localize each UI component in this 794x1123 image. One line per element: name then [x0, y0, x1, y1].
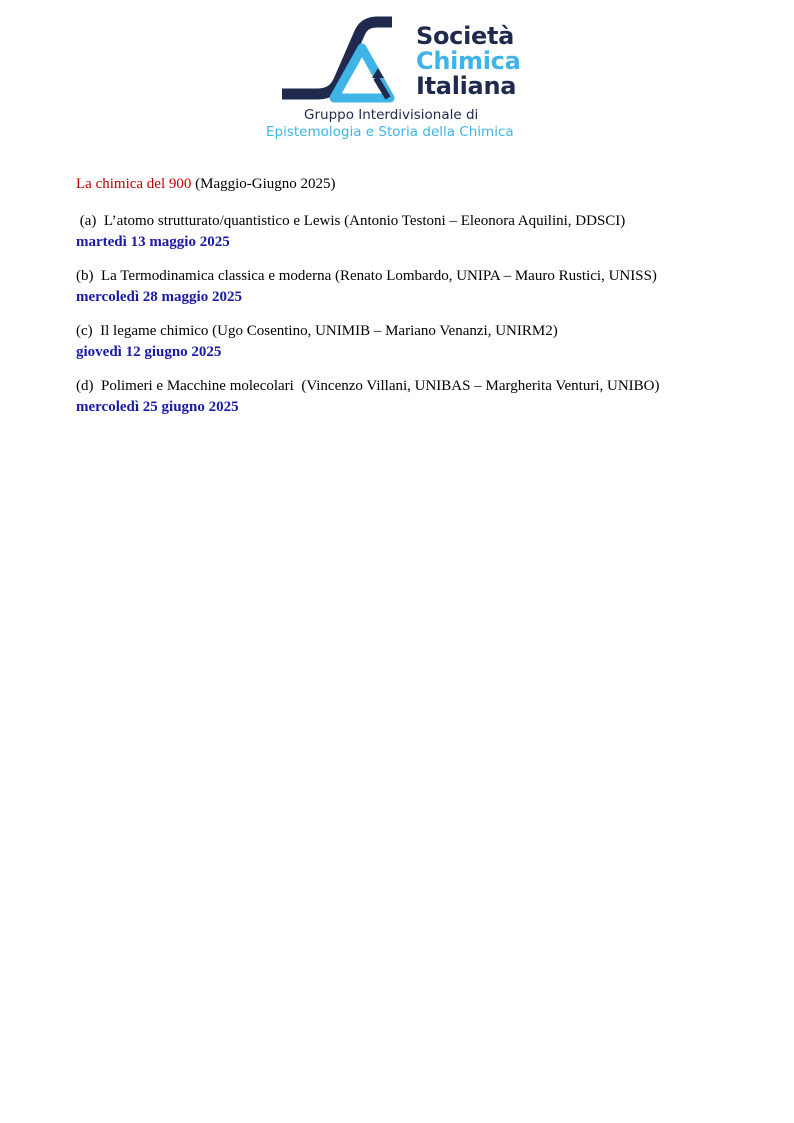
brand-line-chimica: Chimica: [416, 47, 521, 75]
sci-logo-icon: [278, 16, 396, 108]
header-logo-block: [262, 14, 534, 142]
brand-name: [416, 24, 520, 99]
lecture-entry-a: [76, 211, 736, 253]
lecture-date: giovedì 12 giugno 2025: [76, 344, 222, 360]
series-title: [76, 174, 736, 194]
brand-line-societa: Società: [416, 22, 515, 50]
lecture-entry-c: [76, 321, 736, 363]
lecture-date: mercoledì 25 giugno 2025: [76, 399, 239, 415]
lecture-title: (d) Polimeri e Macchine molecolari (Vincenzo Villani, UNIBAS – Margherita Venturi, UNIBO): [76, 378, 660, 394]
series-period: (Maggio-Giugno 2025): [195, 176, 336, 192]
lecture-title: (b) La Termodinamica classica e moderna (Renato Lombardo, UNIPA – Mauro Rustici, UNISS): [76, 268, 657, 284]
lecture-entry-b: [76, 266, 736, 308]
group-name-line1: Gruppo Interdivisionale di: [304, 107, 479, 123]
lecture-date: mercoledì 28 maggio 2025: [76, 289, 242, 305]
lecture-entry-d: [76, 376, 736, 418]
brand-line-italiana: Italiana: [416, 72, 517, 100]
lecture-title: (c) Il legame chimico (Ugo Cosentino, UNIMIB – Mariano Venanzi, UNIRM2): [76, 323, 558, 339]
document-body: [76, 174, 736, 431]
lecture-title: (a) L’atomo strutturato/quantistico e Lewis (Antonio Testoni – Eleonora Aquilini, DDSCI): [76, 213, 626, 229]
lecture-date: martedì 13 maggio 2025: [76, 234, 230, 250]
series-name: La chimica del 900: [76, 176, 192, 192]
group-name-line2: Epistemologia e Storia della Chimica: [266, 124, 514, 140]
